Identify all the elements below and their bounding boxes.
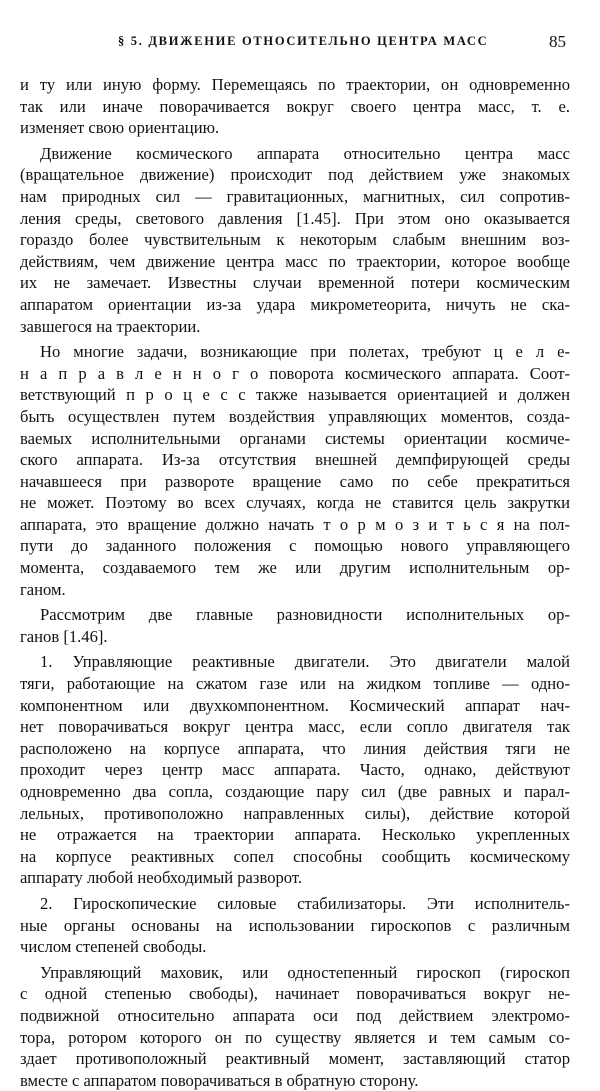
text-line: аппарату любой необходимый разворот. — [20, 868, 303, 888]
text-line: вместе с аппаратом поворачиваться в обратную сторону. — [20, 1070, 419, 1090]
paragraph — [20, 74, 570, 139]
text-line: гораздо более чувствительным к некоторым слабым внешним воз- — [20, 230, 570, 250]
text-line: начавшееся при развороте вращение само по себе прекратиться — [20, 471, 570, 491]
text-line: одновременно два сопла, создающие пару сил (две равных и парал- — [20, 782, 570, 801]
body-text — [20, 74, 570, 1091]
text-line: тяги, работающие на сжатом газе или на жидком топливе — одно- — [20, 674, 570, 694]
section-title: § 5. ДВИЖЕНИЕ ОТНОСИТЕЛЬНО ЦЕНТРА МАСС — [118, 34, 489, 48]
text-line: ганов [1.46]. — [20, 626, 108, 646]
text-line: проходит через центр масс аппарата. Часто, однако, действуют — [20, 760, 570, 780]
text-line: Управляющий маховик, или одностепенный гироскоп (гироскоп — [40, 962, 570, 982]
text-line: ные органы основаны на использовании гироскопов с различным — [20, 915, 570, 935]
text-line: ваемых исполнительными органами системы ориентации космиче- — [20, 428, 570, 448]
text-line: ветствующий п р о ц е с с также называется ориентацией и должен — [20, 385, 570, 405]
text-line: Движение космического аппарата относительно центра масс — [40, 143, 570, 163]
text-line: компонентном или двухкомпонентном. Космический аппарат нач- — [20, 695, 570, 715]
text-line: расположено на корпусе аппарата, что линия действия тяги не — [20, 738, 570, 758]
text-line: 2. Гироскопические силовые стабилизаторы. Эти исполнитель- — [40, 893, 570, 913]
text-line: тора, ротором которого он по существу является и тем самым со- — [20, 1027, 570, 1047]
text-line: здает противоположный реактивный момент, заставляющий статор — [20, 1049, 570, 1069]
text-line: Но многие задачи, возникающие при полетах, требуют ц е л е- — [40, 342, 570, 362]
text-line: подвижной относительно аппарата оси под действием электромо- — [20, 1005, 570, 1025]
text-line: лельных, противоположно направленных силы), действие которой — [20, 803, 570, 823]
text-line: их не замечает. Известны случаи временной потери космическим — [20, 273, 570, 293]
text-line: нет поворачиваться вокруг центра масс, если сопло двигателя так — [20, 717, 570, 737]
paragraph — [20, 143, 570, 337]
text-line: Рассмотрим две главные разновидности исполнительных ор- — [40, 605, 570, 625]
paragraph — [20, 341, 570, 600]
paragraph — [20, 604, 570, 647]
running-header — [0, 34, 600, 58]
text-line: с одной степенью свободы), начинает поворачиваться вокруг не- — [20, 984, 570, 1004]
text-line: ского аппарата. Из-за отсутствия внешней демпфирующей среды — [20, 450, 570, 470]
text-line: аппарата, это вращение должно начать т о р м о з и т ь с я на пол- — [20, 514, 570, 534]
text-line: момента, создаваемого тем же или другим исполнительным ор- — [20, 558, 570, 578]
text-line: не может. Поэтому во всех случаях, когда не ставится цель закрутки — [20, 493, 570, 513]
text-line: изменяет свою ориентацию. — [20, 118, 220, 138]
text-line: пути до заданного положения с помощью нового управляющего — [20, 536, 570, 556]
page-number: 85 — [549, 32, 566, 51]
paragraph — [20, 893, 570, 958]
text-line: завшегося на траектории. — [20, 316, 201, 336]
text-line: так или иначе поворачивается вокруг своего центра масс, т. е. — [20, 96, 570, 116]
text-line: действиям, чем движение центра масс по траектории, которое вообще — [20, 251, 570, 271]
text-line: н а п р а в л е н н о г о поворота космического аппарата. Соот- — [20, 363, 570, 383]
paragraph — [20, 962, 570, 1091]
text-line: числом степеней свободы. — [20, 937, 207, 957]
text-line: быть осуществлен путем воздействия управляющих моментов, созда- — [20, 406, 570, 426]
text-line: 1. Управляющие реактивные двигатели. Это двигатели малой — [40, 652, 570, 672]
text-line: нам природных сил — гравитационных, магнитных, сил сопротив- — [20, 186, 570, 206]
text-line: не отражается на траектории аппарата. Несколько укрепленных — [20, 825, 570, 845]
text-line: ления среды, светового давления [1.45]. При этом оно оказывается — [20, 208, 570, 228]
paragraph — [20, 651, 570, 889]
text-line: ганом. — [20, 579, 66, 599]
text-line: (вращательное движение) происходит под действием уже знакомых — [20, 165, 570, 185]
text-line: на корпусе реактивных сопел способны сообщить космическому — [20, 846, 570, 866]
text-line: и ту или иную форму. Перемещаясь по траектории, он одновременно — [20, 75, 570, 94]
text-line: аппаратом ориентации из-за удара микрометеорита, ничуть не ска- — [20, 294, 570, 314]
